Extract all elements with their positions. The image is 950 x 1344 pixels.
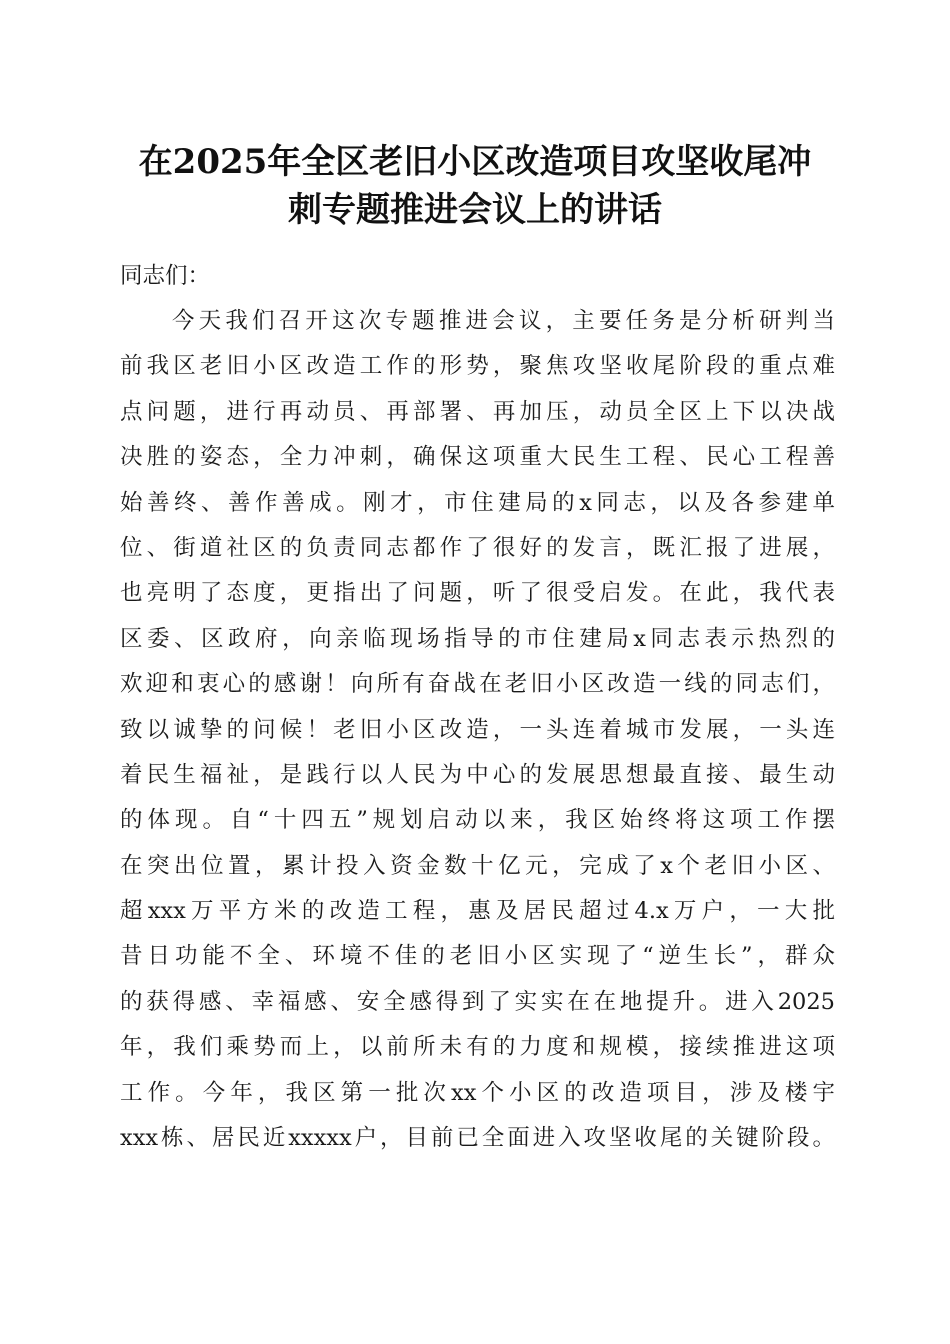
paragraph-line: 区委、区政府，向亲临现场指导的市住建局x同志表示热烈的: [120, 625, 835, 652]
paragraph-line: 前我区老旧小区改造工作的形势，聚焦攻坚收尾阶段的重点难: [120, 353, 835, 380]
paragraph-line: 工作。今年，我区第一批次xx个小区的改造项目，涉及楼宇: [120, 1079, 835, 1106]
paragraph-line: xxx栋、居民近xxxxx户，目前已全面进入攻坚收尾的关键阶段。: [120, 1125, 835, 1152]
paragraph: [120, 299, 835, 1161]
paragraph-line: 今天我们召开这次专题推进会议，主要任务是分析研判当: [172, 308, 835, 334]
paragraph-line: 点问题，进行再动员、再部署、再加压，动员全区上下以决战: [120, 398, 835, 425]
paragraph-line: 在突出位置，累计投入资金数十亿元，完成了x个老旧小区、: [120, 852, 835, 879]
paragraph-line: 的获得感、幸福感、安全感得到了实实在在地提升。进入2025: [120, 988, 835, 1015]
paragraph-line: 昔日功能不全、环境不佳的老旧小区实现了“逆生长”，群众: [120, 943, 835, 970]
paragraph-line: 致以诚挚的问候！老旧小区改造，一头连着城市发展，一头连: [120, 716, 835, 743]
paragraph-line: 年，我们乘势而上，以前所未有的力度和规模，接续推进这项: [120, 1034, 835, 1061]
paragraph-line: 欢迎和衷心的感谢！向所有奋战在老旧小区改造一线的同志们，: [120, 671, 835, 698]
title-line-1: 在2025年全区老旧小区改造项目攻坚收尾冲: [138, 142, 812, 182]
paragraph-line: 位、街道社区的负责同志都作了很好的发言，既汇报了进展，: [120, 534, 835, 561]
paragraph-line: 决胜的姿态，全力冲刺，确保这项重大民生工程、民心工程善: [120, 444, 835, 471]
document-body: [120, 254, 835, 1161]
document-title: [110, 138, 840, 234]
paragraph-line: 着民生福祉，是践行以人民为中心的发展思想最直接、最生动: [120, 761, 835, 788]
paragraph-line: 超xxx万平方米的改造工程，惠及居民超过4.x万户，一大批: [120, 898, 835, 925]
paragraph-line: 也亮明了态度，更指出了问题，听了很受启发。在此，我代表: [120, 580, 835, 607]
paragraph-line: 始善终、善作善成。刚才，市住建局的x同志，以及各参建单: [120, 489, 835, 516]
paragraph-line: 的体现。自“十四五”规划启动以来，我区始终将这项工作摆: [120, 807, 835, 834]
title-line-2: 刺专题推进会议上的讲话: [288, 190, 662, 230]
salutation: 同志们：: [120, 263, 211, 289]
